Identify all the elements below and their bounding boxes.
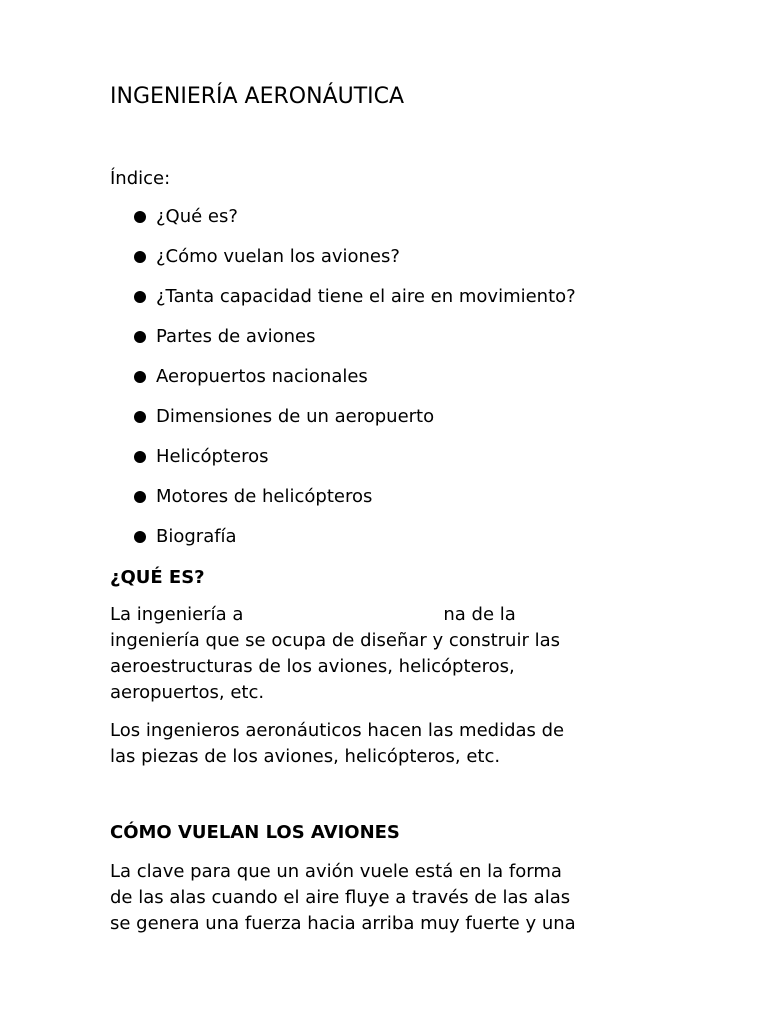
toc-item [134,206,576,246]
toc-item [134,366,576,406]
bullet-icon [134,211,146,223]
toc-item-label: ¿Cómo vuelan los aviones? [156,246,400,267]
toc-item-label: ¿Qué es? [156,206,238,227]
toc-item-label: Dimensiones de un aeropuerto [156,406,435,427]
paragraph-line: de las alas cuando el aire fluye a través de las alas [110,887,571,908]
toc-item [134,526,576,566]
paragraph-line: aeropuertos, etc. [110,682,265,703]
document-title: INGENIERÍA AERONÁUTICA [110,84,405,109]
paragraph-line: La clave para que un avión vuele está en la forma [110,861,562,882]
section-paragraph [110,602,670,706]
bullet-icon [134,411,146,423]
toc-item-label: ¿Tanta capacidad tiene el aire en movimiento? [156,286,576,307]
paragraph-line: Los ingenieros aeronáuticos hacen las medidas de [110,720,565,741]
bullet-icon [134,451,146,463]
paragraph-line [110,602,670,628]
bullet-icon [134,371,146,383]
toc-item [134,246,576,286]
toc-item [134,406,576,446]
toc-item [134,486,576,526]
toc-item [134,326,576,366]
bullet-icon [134,491,146,503]
paragraph-line: aeroestructuras de los aviones, helicópteros, [110,656,515,677]
toc-item-label: Helicópteros [156,446,269,467]
paragraph-line: se genera una fuerza hacia arriba muy fuerte y una [110,913,576,934]
paragraph-line: las piezas de los aviones, helicópteros, etc. [110,746,501,767]
bullet-icon [134,531,146,543]
bullet-icon [134,251,146,263]
bullet-icon [134,331,146,343]
index-label: Índice: [110,168,171,189]
toc-item [134,286,576,326]
section-heading-que-es: ¿QUÉ ES? [110,567,205,588]
toc-item-label: Partes de aviones [156,326,316,347]
paragraph-fragment: na de la [443,604,516,625]
toc-item-label: Motores de helicópteros [156,486,373,507]
table-of-contents [134,206,576,566]
toc-item-label: Biografía [156,526,237,547]
bullet-icon [134,291,146,303]
section-paragraph [110,718,670,770]
section-paragraph [110,859,670,937]
paragraph-fragment: La ingeniería a [110,604,244,625]
paragraph-line: ingeniería que se ocupa de diseñar y construir las [110,630,560,651]
toc-item-label: Aeropuertos nacionales [156,366,368,387]
document-page [110,0,670,1024]
toc-item [134,446,576,486]
section-heading-como-vuelan: CÓMO VUELAN LOS AVIONES [110,822,400,843]
